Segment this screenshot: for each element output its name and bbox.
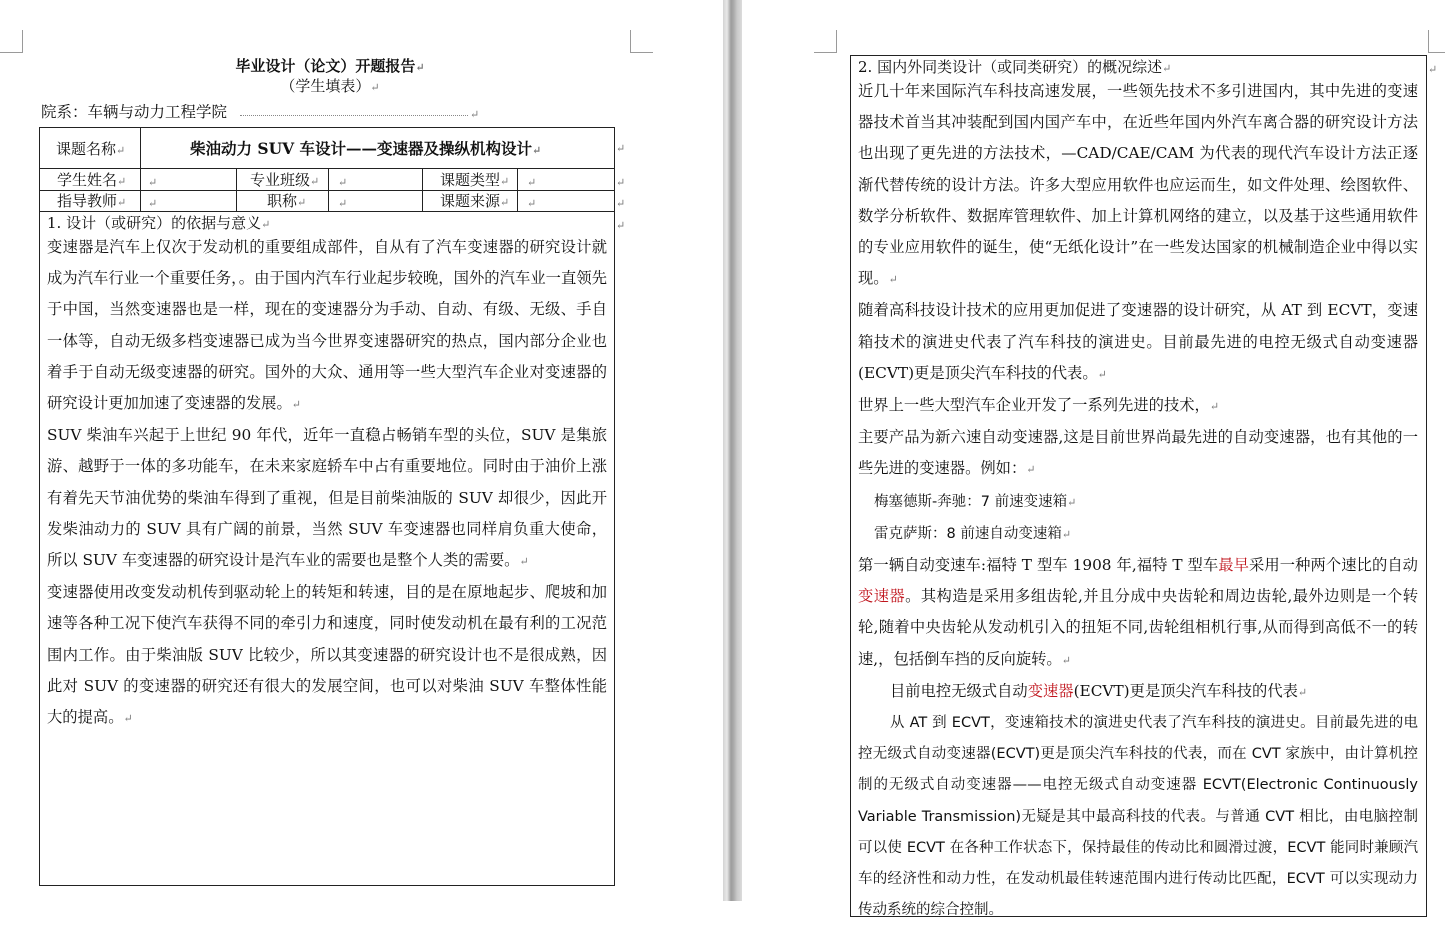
section-1-paragraph: 变速器使用改变发动机传到驱动轮上的转矩和转速，目的是在原地起步、爬坡和加速等各种工况下使汽车获得不同的牵引力和速度，同时使发动机在最有利的工况范围内工作。由于柴油版 SUV 比较少，所以其变速器的研究设计也不是很成熟，因此对 SUV 的变速器的研究还有很大的发展空间，也可以对柴油 SUV 车整体性能大的提高。↵: [47, 583, 607, 727]
row-end-mark: ↵: [616, 219, 626, 232]
example-mercedes: 梅塞德斯-奔驰：7 前速变速箱↵: [874, 493, 1077, 510]
row-end-mark: ↵: [616, 142, 626, 155]
rank-field[interactable]: ↵: [338, 197, 348, 210]
overview-paragraph: 世界上一些大型汽车企业开发了一系列先进的技术，↵: [858, 396, 1220, 415]
row-end-mark: ↵: [1428, 63, 1438, 76]
table-rule: [39, 168, 615, 169]
advisor-label: 指导教师↵: [57, 192, 127, 210]
topic-name-value[interactable]: 柴油动力 SUV 车设计——变速器及操纵机构设计↵: [190, 139, 542, 158]
example-lexus: 雷克萨斯：8 前速自动变速箱↵: [874, 525, 1072, 542]
page-gutter: [723, 0, 742, 901]
row-end-mark: ↵: [616, 176, 626, 189]
crop-mark: [1428, 30, 1445, 53]
table-rule: [140, 127, 141, 211]
table-rule: [422, 168, 423, 211]
section-1-paragraph: 变速器是汽车上仅次于发动机的重要组成部件，自从有了汽车变速器的研究设计就成为汽车行业一个重要任务，。由于国内汽车行业起步较晚，国外的汽车业一直领先于中国，当然变速器也是一样，现在的变速器分为手动、自动、有级、无级、手自一体等，自动无级多档变速器已成为当今世界变速器研究的热点，国内部分企业也着手于自动无级变速器的研究。国外的大众、通用等一些大型汽车企业对变速器的研究设计更加加速了变速器的发展。↵: [47, 238, 607, 413]
crop-mark: [630, 30, 653, 53]
section-1-paragraph: SUV 柴油车兴起于上世纪 90 年代，近年一直稳占畅销车型的头位，SUV 是集旅游、越野于一体的多功能车，在未来家庭轿车中占有重要地位。同时由于油价上涨有着先天节油优势的柴油车得到了重视，但是目前柴油版的 SUV 却很少，因此开发柴油动力的 SUV 具有广阔的前景，当然 SUV 车变速器也同样肩负重大使命，所以 SUV 车变速器的研究设计是汽车业的需要也是整个人类的需要。↵: [47, 426, 607, 570]
dotted-fill-line: [240, 115, 468, 116]
crop-mark: [0, 30, 23, 53]
table-rule: [236, 168, 237, 211]
crop-mark: [814, 30, 837, 53]
document-page-2[interactable]: [742, 0, 1444, 919]
advisor-field[interactable]: ↵: [148, 197, 158, 210]
topic-type-field[interactable]: ↵: [527, 176, 537, 189]
section-2-heading: 2. 国内外同类设计（或同类研究）的概况综述↵: [858, 58, 1172, 76]
student-name-label: 学生姓名↵: [57, 171, 127, 189]
topic-name-label: 课题名称↵: [56, 140, 126, 158]
document-page-1[interactable]: [0, 0, 723, 901]
overview-paragraph: 随着高科技设计技术的应用更加促进了变速器的设计研究，从 AT 到 ECVT，变速箱技术的演进史代表了汽车科技的演进史。目前最先进的电控无级式自动变速器(ECVT)更是顶尖汽车科技的代表。↵: [858, 301, 1418, 382]
rank-label: 职称↵: [267, 192, 307, 210]
section-1-body[interactable]: [47, 232, 607, 734]
section-1-heading: 1. 设计（或研究）的依据与意义↵: [47, 214, 271, 232]
topic-source-field[interactable]: ↵: [527, 197, 537, 210]
topic-source-label: 课题来源↵: [440, 192, 510, 210]
table-rule: [328, 168, 329, 211]
topic-type-label: 课题类型↵: [440, 171, 510, 189]
overview-paragraph: 近几十年来国际汽车科技高速发展，一些领先技术不多引进国内，其中先进的变速器技术首当其冲装配到国内国产车中，在近些年国内外汽车离合器的研究设计方法也出现了更先进的方法技术，—CAD/CAE/CAM 为代表的现代汽车设计方法正逐渐代替传统的设计方法。许多大型应用软件也应运而生，如文件处理、绘图软件、数学分析软件、数据库管理软件、加上计算机网络的建立，以及基于这些通用软件的专业应用软件的诞生，使“无纸化设计”在一些发达国家的机械制造企业中得以实现。↵: [858, 82, 1418, 288]
paragraph-mark: ↵: [470, 108, 480, 121]
student-name-field[interactable]: ↵: [148, 176, 158, 189]
overview-paragraph: 第一辆自动变速车:福特 T 型车 1908 年,福特 T 型车最早采用一种两个速比的自动变速器。其构造是采用多组齿轮,并且分成中央齿轮和周边齿轮,最外边则是一个转轮,随着中央齿轮从发动机引入的扭矩不同,齿轮组相机行事,从而得到高低不一的转速,，包括倒车挡的反向旋转。↵: [858, 556, 1418, 668]
row-end-mark: ↵: [616, 197, 626, 210]
document-subtitle: （学生填表）↵: [280, 77, 380, 95]
overview-paragraph: 目前电控无级式自动变速器(ECVT)更是顶尖汽车科技的代表↵: [890, 681, 1308, 700]
document-title: 毕业设计（论文）开题报告↵: [235, 57, 425, 75]
table-rule: [517, 168, 518, 211]
section-2-body[interactable]: [858, 76, 1418, 926]
department-label: 院系：车辆与动力工程学院: [41, 103, 228, 121]
class-field[interactable]: ↵: [338, 176, 348, 189]
class-label: 专业班级↵: [250, 171, 320, 189]
overview-paragraph: 从 AT 到 ECVT，变速箱技术的演进史代表了汽车科技的演进史。目前最先进的电控无级式自动变速器(ECVT)更是顶尖汽车科技的代表，而在 CVT 家族中，由计算机控制的无级式自动变速器——电控无级式自动变速器 ECVT(Electronic Continuously Variable Transmission)无疑是其中最高科技的代表。与普通 CVT 相比，由电脑控制可以使 ECVT 在各种工作状态下，保持最佳的传动比和圆滑过渡，ECVT 能同时兼顾汽车的经济性和动力性，在发动机最佳转速范围内进行传动比匹配，ECVT 可以实现动力传动系统的综合控制。: [858, 715, 1418, 919]
overview-paragraph: 主要产品为新六速自动变速器,这是目前世界尚最先进的自动变速器，也有其他的一些先进的变速器。例如：↵: [858, 428, 1418, 478]
